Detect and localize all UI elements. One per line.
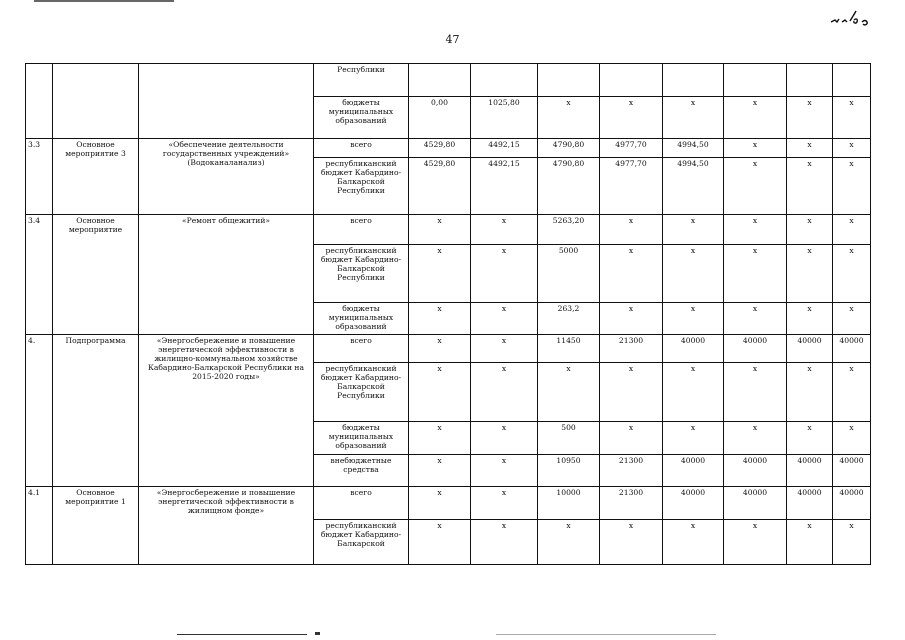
value-cell: x [471, 422, 538, 455]
value-cell: x [787, 97, 833, 139]
value-cell: 40000 [833, 455, 871, 487]
row-code-cell: 4.1 [26, 487, 53, 565]
value-cell: x [538, 520, 600, 565]
value-cell: 4529,80 [409, 158, 471, 215]
value-cell: x [600, 520, 663, 565]
value-cell: x [833, 303, 871, 335]
value-cell: x [663, 363, 724, 422]
value-cell: x [471, 487, 538, 520]
value-cell: x [409, 335, 471, 363]
bottom-edge-line [177, 634, 307, 635]
value-cell: 4994,50 [663, 158, 724, 215]
value-cell: x [787, 139, 833, 158]
value-cell: 21300 [600, 455, 663, 487]
value-cell: 5000 [538, 245, 600, 303]
value-cell: 4977,70 [600, 158, 663, 215]
row-title-cell: «Энергосбережение и повышение энергетической эффективности в жилищно-коммунальном хозяйстве Кабардино-Балкарской Республики на 2015-2020 годы» [139, 335, 314, 487]
value-cell: 4492,15 [471, 158, 538, 215]
funding-source-cell: республиканский бюджет Кабардино-Балкарской Республики [314, 158, 409, 215]
value-cell: 40000 [724, 487, 787, 520]
value-cell: x [724, 158, 787, 215]
value-cell: x [663, 303, 724, 335]
row-title-cell: «Энергосбережение и повышение энергетической эффективности в жилищном фонде» [139, 487, 314, 565]
value-cell: x [724, 422, 787, 455]
value-cell: x [833, 422, 871, 455]
value-cell: x [600, 215, 663, 245]
funding-source-cell: всего [314, 487, 409, 520]
table-row [26, 215, 871, 245]
value-cell: x [409, 303, 471, 335]
value-cell: 40000 [663, 455, 724, 487]
value-cell: x [471, 215, 538, 245]
value-cell: x [409, 487, 471, 520]
value-cell: x [409, 455, 471, 487]
value-cell: x [787, 215, 833, 245]
value-cell [833, 64, 871, 97]
value-cell: x [724, 520, 787, 565]
value-cell: x [471, 520, 538, 565]
value-cell: x [409, 245, 471, 303]
value-cell: x [787, 363, 833, 422]
value-cell: 1025,80 [471, 97, 538, 139]
funding-source-cell: всего [314, 139, 409, 158]
value-cell: x [787, 422, 833, 455]
value-cell [600, 64, 663, 97]
handwritten-signature [829, 8, 879, 30]
budget-table [25, 63, 871, 565]
value-cell: 40000 [787, 455, 833, 487]
value-cell: x [471, 245, 538, 303]
funding-source-cell: бюджеты муниципальных образований [314, 97, 409, 139]
value-cell: 40000 [663, 335, 724, 363]
funding-source-cell: республиканский бюджет Кабардино-Балкарской Республики [314, 245, 409, 303]
value-cell: x [833, 245, 871, 303]
value-cell: x [833, 97, 871, 139]
bottom-edge-mark [315, 632, 320, 635]
value-cell: x [833, 520, 871, 565]
value-cell: x [724, 245, 787, 303]
row-code-cell: 4. [26, 335, 53, 487]
page-number: 47 [445, 33, 460, 46]
value-cell: 40000 [724, 455, 787, 487]
value-cell: 40000 [787, 335, 833, 363]
value-cell: x [663, 422, 724, 455]
table-row [26, 139, 871, 158]
value-cell: 5263,20 [538, 215, 600, 245]
value-cell [724, 64, 787, 97]
value-cell: 4492,15 [471, 139, 538, 158]
value-cell: 0,00 [409, 97, 471, 139]
value-cell: x [833, 139, 871, 158]
funding-source-cell: республиканский бюджет Кабардино-Балкарской [314, 520, 409, 565]
table-row [26, 64, 871, 97]
value-cell: x [471, 363, 538, 422]
row-type-cell: Основное мероприятие [53, 215, 139, 335]
funding-source-cell: всего [314, 335, 409, 363]
value-cell: x [538, 363, 600, 422]
table-row [26, 487, 871, 520]
value-cell: x [600, 97, 663, 139]
value-cell: x [600, 363, 663, 422]
value-cell: x [600, 245, 663, 303]
value-cell: x [663, 520, 724, 565]
value-cell: 4529,80 [409, 139, 471, 158]
value-cell: x [600, 422, 663, 455]
value-cell: x [409, 520, 471, 565]
value-cell: x [724, 97, 787, 139]
row-type-cell: Подпрограмма [53, 335, 139, 487]
value-cell [471, 64, 538, 97]
value-cell: x [538, 97, 600, 139]
value-cell: x [787, 158, 833, 215]
value-cell: 263,2 [538, 303, 600, 335]
funding-source-cell: внебюджетные средства [314, 455, 409, 487]
value-cell: x [600, 303, 663, 335]
value-cell [538, 64, 600, 97]
value-cell: 4977,70 [600, 139, 663, 158]
value-cell: x [409, 422, 471, 455]
value-cell: x [724, 139, 787, 158]
value-cell: x [787, 520, 833, 565]
funding-source-cell: республиканский бюджет Кабардино-Балкарской Республики [314, 363, 409, 422]
top-edge-line [34, 0, 174, 2]
table-body [26, 64, 871, 565]
row-title-cell: «Ремонт общежитий» [139, 215, 314, 335]
value-cell: x [833, 215, 871, 245]
value-cell: 40000 [663, 487, 724, 520]
value-cell: 21300 [600, 487, 663, 520]
value-cell [409, 64, 471, 97]
bottom-edge-faint-line [496, 634, 716, 635]
funding-source-cell: бюджеты муниципальных образований [314, 303, 409, 335]
value-cell: x [409, 215, 471, 245]
value-cell: 4790,80 [538, 139, 600, 158]
value-cell: x [663, 97, 724, 139]
value-cell: 21300 [600, 335, 663, 363]
value-cell: x [833, 363, 871, 422]
value-cell: 4790,80 [538, 158, 600, 215]
value-cell: x [724, 215, 787, 245]
value-cell: 40000 [724, 335, 787, 363]
value-cell: x [471, 303, 538, 335]
value-cell: 40000 [833, 335, 871, 363]
funding-source-cell: всего [314, 215, 409, 245]
value-cell: 4994,50 [663, 139, 724, 158]
value-cell [663, 64, 724, 97]
value-cell: x [724, 363, 787, 422]
value-cell: 40000 [833, 487, 871, 520]
value-cell: x [787, 303, 833, 335]
value-cell [787, 64, 833, 97]
row-type-cell: Основное мероприятие 3 [53, 139, 139, 215]
row-type-cell [53, 64, 139, 139]
value-cell: 11450 [538, 335, 600, 363]
row-title-cell [139, 64, 314, 139]
value-cell: 10950 [538, 455, 600, 487]
funding-source-cell: Республики [314, 64, 409, 97]
value-cell: x [724, 303, 787, 335]
table-row [26, 335, 871, 363]
value-cell: 500 [538, 422, 600, 455]
value-cell: x [833, 158, 871, 215]
funding-source-cell: бюджеты муниципальных образований [314, 422, 409, 455]
row-code-cell: 3.4 [26, 215, 53, 335]
value-cell: x [409, 363, 471, 422]
value-cell: 10000 [538, 487, 600, 520]
value-cell: 40000 [787, 487, 833, 520]
row-code-cell [26, 64, 53, 139]
row-type-cell: Основное мероприятие 1 [53, 487, 139, 565]
row-code-cell: 3.3 [26, 139, 53, 215]
value-cell: x [787, 245, 833, 303]
row-title-cell: «Обеспечение деятельности государственных учреждений» (Водоканаланализ) [139, 139, 314, 215]
value-cell: x [663, 245, 724, 303]
value-cell: x [471, 335, 538, 363]
value-cell: x [471, 455, 538, 487]
value-cell: x [663, 215, 724, 245]
